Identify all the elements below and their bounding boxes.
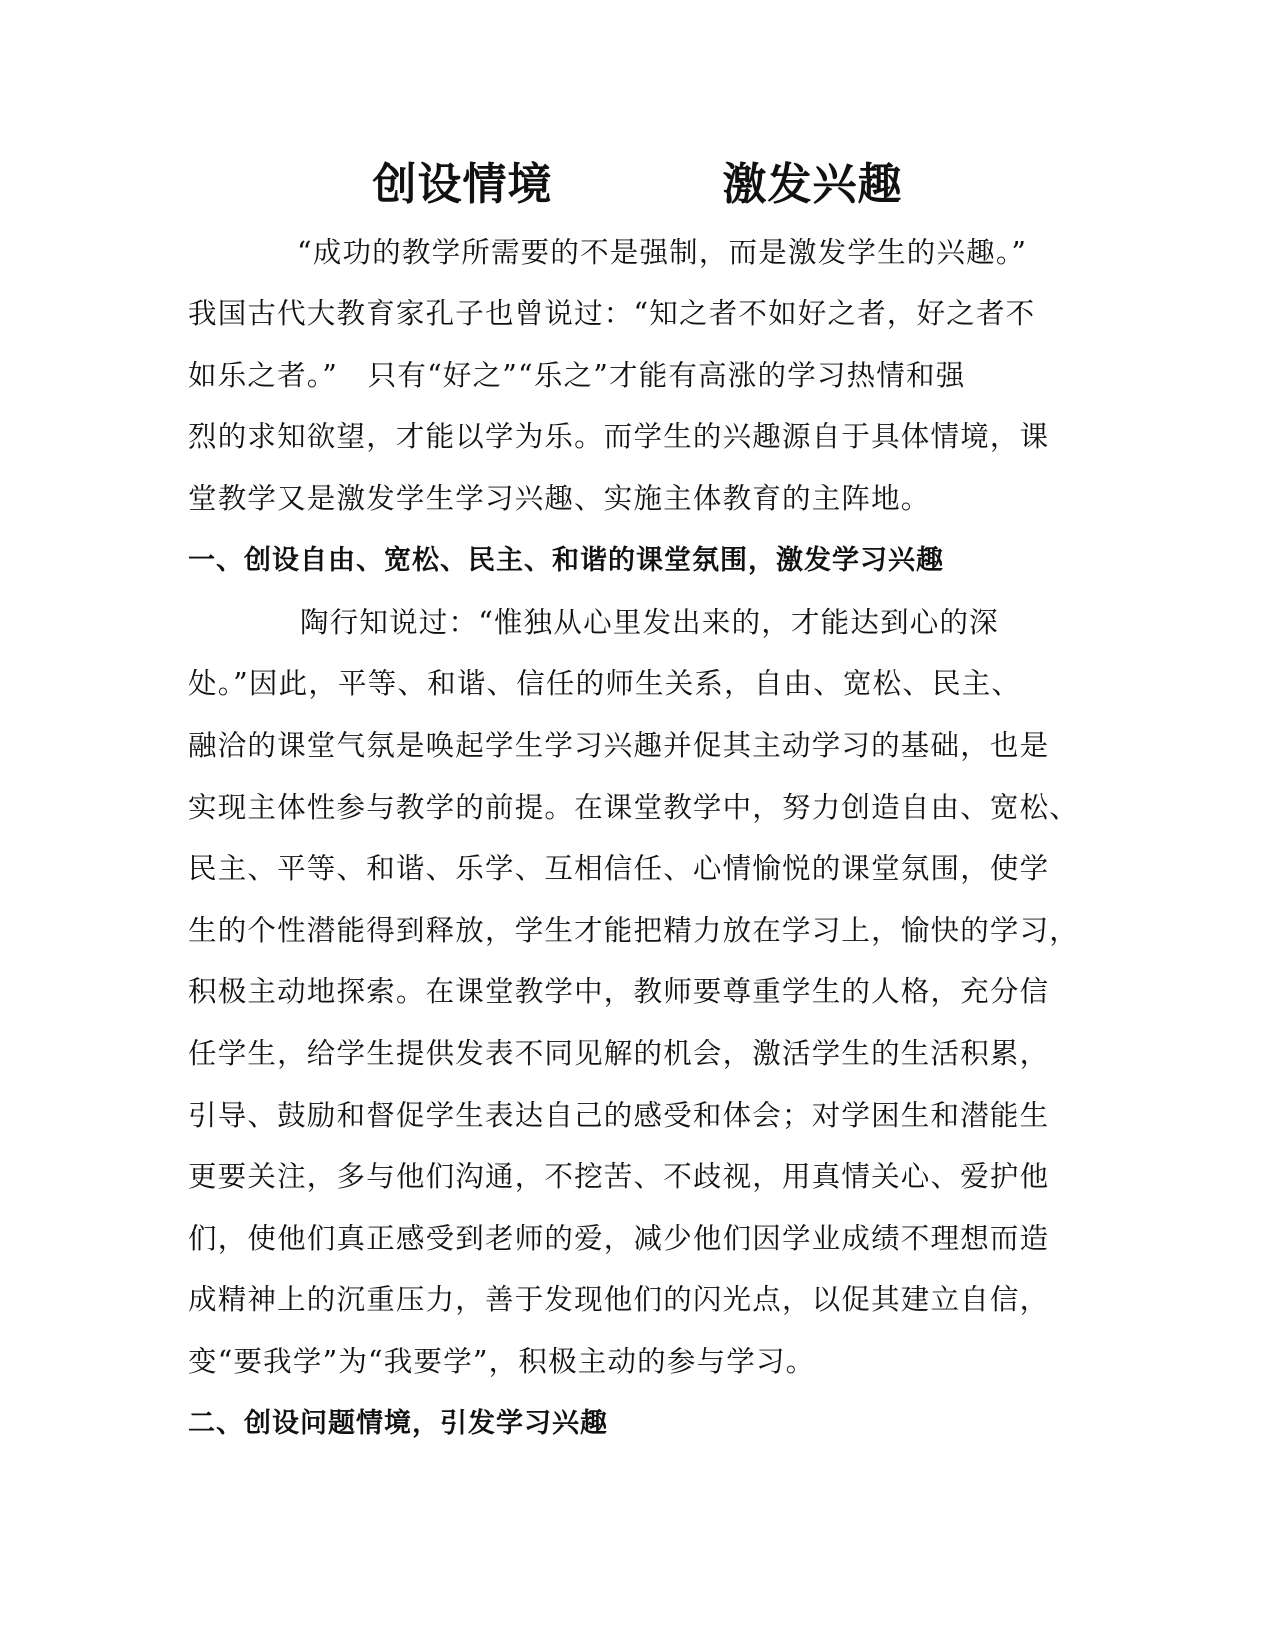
section-1-line-12: 成精神上的沉重压力，善于发现他们的闪光点，以促其建立自信，	[188, 1283, 1050, 1316]
section-1-heading: 一、创设自由、宽松、民主、和谐的课堂氛围，激发学习兴趣	[188, 545, 944, 576]
section-1-line-6: 生的个性潜能得到释放，学生才能把精力放在学习上，愉快的学习，	[188, 914, 1080, 947]
intro-line-2: 我国古代大教育家孔子也曾说过：“知之者不如好之者，好之者不	[188, 297, 1036, 330]
section-1-line-4: 实现主体性参与教学的前提。在课堂教学中，努力创造自由、宽松、	[188, 791, 1080, 824]
intro-line-5: 堂教学又是激发学生学习兴趣、实施主体教育的主阵地。	[188, 482, 931, 515]
section-1-line-1: 陶行知说过：“惟独从心里发出来的，才能达到心的深	[300, 606, 999, 639]
section-1-line-3: 融洽的课堂气氛是唤起学生学习兴趣并促其主动学习的基础，也是	[188, 729, 1050, 762]
section-2-heading: 二、创设问题情境，引发学习兴趣	[188, 1408, 608, 1439]
title-part-1: 创设情境	[372, 159, 553, 210]
section-1-line-8: 任学生，给学生提供发表不同见解的机会，激活学生的生活积累，	[188, 1037, 1050, 1070]
title-part-2: 激发兴趣	[722, 159, 903, 210]
section-1-line-10: 更要关注，多与他们沟通，不挖苦、不歧视，用真情关心、爱护他	[188, 1160, 1050, 1193]
section-1-line-2: 处。”因此，平等、和谐、信任的师生关系，自由、宽松、民主、	[188, 667, 1022, 700]
section-1-line-5: 民主、平等、和谐、乐学、互相信任、心情愉悦的课堂氛围，使学	[188, 852, 1050, 885]
intro-line-3: 如乐之者。” 只有“好之”“乐之”才能有高涨的学习热情和强	[188, 359, 966, 392]
page-title	[0, 148, 1275, 212]
section-1-line-13: 变“要我学”为“我要学”，积极主动的参与学习。	[188, 1345, 816, 1378]
intro-line-1: “成功的教学所需要的不是强制，而是激发学生的兴趣。”	[297, 236, 1028, 269]
intro-line-4: 烈的求知欲望，才能以学为乐。而学生的兴趣源自于具体情境，课	[188, 420, 1050, 453]
section-1-line-7: 积极主动地探索。在课堂教学中，教师要尊重学生的人格，充分信	[188, 975, 1050, 1008]
section-1-line-11: 们，使他们真正感受到老师的爱，减少他们因学业成绩不理想而造	[188, 1222, 1050, 1255]
section-1-line-9: 引导、鼓励和督促学生表达自己的感受和体会；对学困生和潜能生	[188, 1099, 1050, 1132]
